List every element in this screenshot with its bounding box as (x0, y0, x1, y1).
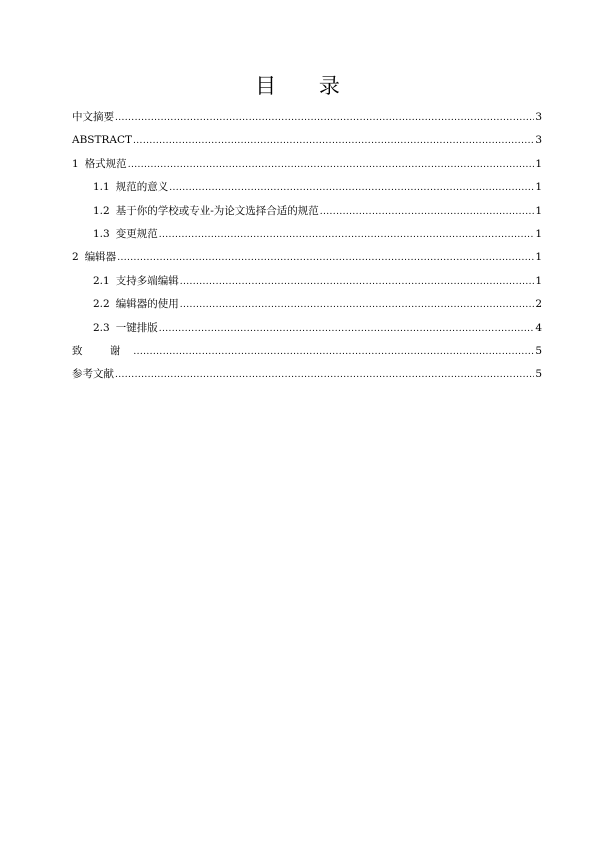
toc-entry-section-2-2[interactable] (72, 293, 542, 316)
toc-page-number: 2 (535, 298, 542, 311)
toc-page-number: 3 (535, 134, 542, 147)
toc-entry-title: 编辑器的使用 (115, 298, 179, 311)
toc-entry-section-1-3[interactable] (72, 223, 542, 246)
toc-entry-title: 规范的意义 (115, 181, 169, 194)
toc-entry-title: 中文摘要 (72, 111, 114, 123)
toc-section-number: 1.3 (93, 227, 110, 240)
toc-dot-leader (159, 318, 535, 341)
toc-entry-section-2-3[interactable] (72, 317, 542, 340)
toc-page-number: 1 (535, 157, 542, 170)
toc-dot-leader (159, 224, 535, 247)
toc-dot-leader (180, 271, 535, 294)
toc-entry-section-1-2[interactable] (72, 200, 542, 223)
toc-section-number: 1 (72, 157, 79, 170)
toc-entry-section-2-1[interactable] (72, 270, 542, 293)
toc-page-number: 5 (535, 368, 542, 381)
toc-page-number: 3 (535, 111, 542, 123)
toc-dot-leader (115, 364, 534, 387)
toc-dot-leader (133, 341, 534, 364)
toc-section-number: 2.3 (93, 321, 110, 334)
toc-dot-leader (320, 201, 535, 224)
toc-page-number: 4 (535, 321, 542, 334)
page-title: 目 录 (255, 74, 358, 98)
toc-section-number: 1.1 (93, 181, 110, 194)
toc-entry-title: 一键排版 (115, 321, 158, 334)
toc-dot-leader (115, 107, 534, 130)
toc-page-number: 1 (535, 204, 542, 217)
toc-entry-references[interactable] (72, 363, 542, 386)
toc-section-number: 1.2 (93, 204, 110, 217)
toc-entry-title: 基于你的学校或专业-为论文选择合适的规范 (115, 204, 319, 217)
toc-entry-title: 变更规范 (115, 227, 158, 240)
toc-entry-acknowledgements[interactable] (72, 340, 542, 363)
toc-dot-leader (133, 130, 534, 153)
toc-page-number: 1 (535, 251, 542, 264)
toc-entry-title: 参考文献 (72, 368, 114, 381)
toc-entry-title: ABSTRACT (72, 134, 133, 147)
toc-section-number: 2.2 (93, 298, 110, 311)
toc-page-number: 1 (535, 274, 542, 287)
toc-entry-title: 支持多端编辑 (115, 274, 179, 287)
toc-entry-title: 致 谢 (72, 344, 133, 357)
toc-entry-title: 编辑器 (84, 251, 117, 264)
toc-page-number: 1 (535, 227, 542, 240)
table-of-contents (72, 106, 542, 387)
toc-section-number: 2.1 (93, 274, 110, 287)
toc-page-number: 5 (535, 344, 542, 357)
toc-page-number: 1 (535, 181, 542, 194)
toc-section-number: 2 (72, 251, 79, 264)
toc-entry-section-1-1[interactable] (72, 176, 542, 199)
toc-entry-chinese-abstract[interactable] (72, 106, 542, 129)
toc-dot-leader (117, 247, 534, 270)
toc-dot-leader (128, 154, 535, 177)
toc-entry-chapter-2[interactable] (72, 246, 542, 269)
toc-entry-chapter-1[interactable] (72, 153, 542, 176)
toc-dot-leader (169, 177, 534, 200)
toc-entry-title: 格式规范 (84, 157, 127, 170)
toc-entry-abstract[interactable] (72, 129, 542, 152)
toc-dot-leader (180, 294, 535, 317)
